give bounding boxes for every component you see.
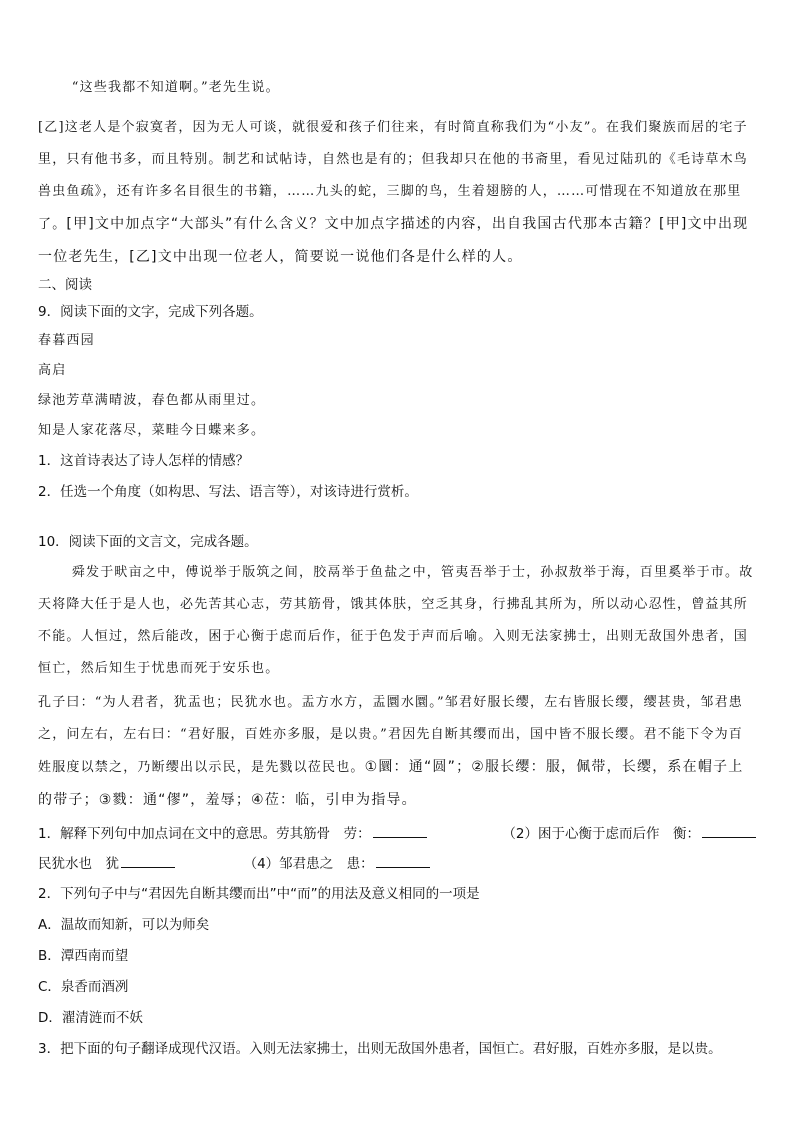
- passage-notes: ①圜：通“圆”；②服长缨：服，佩带，长缨，系在帽子上的带子；③戮：通“僇”，羞辱；④莅：临，引申为指导。: [38, 759, 744, 808]
- poem-line-1: 绿池芳草满晴波，春色都从雨里过。: [38, 393, 266, 408]
- q10-sub1-a-text: 1．解释下列句中加点词在文中的意思。劳其筋骨 劳：: [38, 826, 371, 842]
- option-b: B．潭西南而望: [38, 948, 129, 964]
- q10-sub1-row2: [38, 849, 756, 879]
- poem-author: 高启: [38, 363, 67, 378]
- option-d: D．濯清涟而不妖: [38, 1010, 143, 1026]
- passage-8-question: [甲]文中加点字“大部头”有什么含义？文中加点字描述的内容，出自我国古代那本古籍？[甲]文中出现一位老先生，[乙]文中出现一位老人，简要说一说他们各是什么样的人。: [38, 216, 749, 265]
- q10-sub3: 3．把下面的句子翻译成现代汉语。入则无法家拂士，出则无敌国外患者，国恒亡。君好服，百姓亦多服，是以贵。: [38, 1041, 722, 1057]
- q10-sub1-row1: [38, 819, 756, 849]
- answer-blank[interactable]: [702, 825, 756, 838]
- poem-title: 春暮西园: [38, 333, 95, 348]
- q10-sub1-d-text: （4）邹君患之 患：: [243, 856, 374, 872]
- passage-2-text: 孔子曰：“为人君者，犹盂也；民犹水也。盂方水方，盂圜水圜。”邹君好服长缨，左右皆服长缨，缨甚贵，邹君患之，问左右，左右曰：“君好服，百姓亦多服，是以贵。”君因先自断其缨而出，国中皆不服长缨。君不能下令为百姓服度以禁之，乃断缨出以示民，是先戮以莅民也。: [38, 695, 743, 775]
- q10-sub1-a: [38, 819, 427, 849]
- q9-intro: 9．阅读下面的文字，完成下列各题。: [38, 304, 263, 320]
- q9-sub2: 2．任选一个角度（如构思、写法、语言等），对该诗进行赏析。: [38, 484, 418, 500]
- poem-line-2: 知是人家花落尽，菜畦今日蝶来多。: [38, 423, 266, 438]
- q10-sub1-b-text: （2）困于心衡于虑而后作 衡：: [502, 826, 700, 842]
- section-2-title: 二、阅读: [38, 277, 92, 293]
- option-a: A．温故而知新，可以为师矣: [38, 917, 210, 933]
- q10-passage-1: 舜发于畎亩之中，傅说举于版筑之间，胶鬲举于鱼盐之中，管夷吾举于士，孙叔敖举于海，百里奚举于市。故天将降大任于是人也，必先苦其心志，劳其筋骨，饿其体肤，空乏其身，行拂乱其所为，所以动心忍性，曾益其所不能。人恒过，然后能改，困于心衡于虑而后作，征于色发于声而后喻。入则无法家拂士，出则无敌国外患者，国恒亡，然后知生于忧患而死于安乐也。: [38, 565, 754, 676]
- option-c: C．泉香而酒冽: [38, 979, 129, 995]
- document-page: [38, 78, 756, 1065]
- q10-sub2: 2．下列句子中与“君因先自断其缨而出”中“而”的用法及意义相同的一项是: [38, 886, 480, 902]
- q10-intro: 10．阅读下面的文言文，完成各题。: [38, 534, 258, 550]
- q10-sub1-b: [502, 819, 756, 849]
- passage-8-line1: “这些我都不知道啊。”老先生说。: [71, 80, 280, 95]
- answer-blank[interactable]: [376, 855, 430, 868]
- q9-sub1: 1．这首诗表达了诗人怎样的情感？: [38, 453, 250, 469]
- q10-passage-2: [38, 687, 756, 817]
- answer-blank[interactable]: [373, 825, 427, 838]
- passage-8-yi-paragraph: [38, 112, 756, 274]
- yi-paragraph-text: [乙]这老人是个寂寞者，因为无人可谈，就很爱和孩子们往来，有时简直称我们为“小友”。在我们聚族而居的宅子里，只有他书多，而且特别。制艺和试帖诗，自然也是有的；但我却只在他的书斋里，看见过陆玑的《毛诗草木鸟兽虫鱼疏》，还有许多名目很生的书籍，……九头的蛇，三脚的鸟，生着翅膀的人，……可惜现在不知道放在那里了。: [38, 120, 749, 232]
- q10-sub1-c-text: 民犹水也 犹: [38, 856, 119, 872]
- answer-blank[interactable]: [121, 855, 175, 868]
